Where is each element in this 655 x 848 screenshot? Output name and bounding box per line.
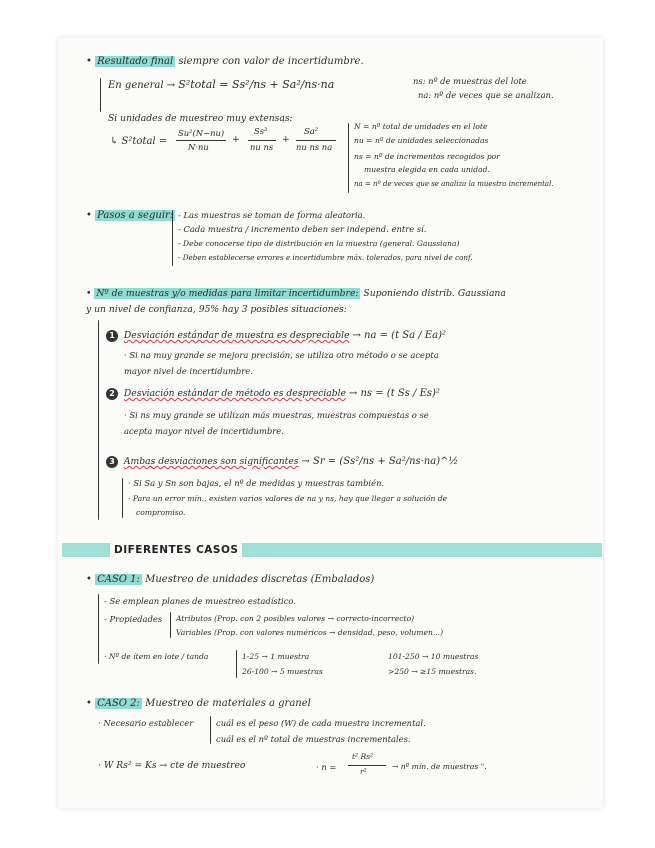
case-3-number: 3 bbox=[106, 456, 118, 468]
fraction-bar bbox=[176, 140, 226, 141]
result-heading: • Resultado final siempre con valor de incertidumbre. bbox=[86, 56, 364, 67]
steps-heading: • Pasos a seguir: bbox=[86, 210, 174, 221]
caso-2-formula-2-lhs-text: n = bbox=[321, 762, 337, 772]
units-frac1-num: Su²(N−nu) bbox=[178, 128, 225, 138]
caso-2-formula-1: · W Rs² = Ks → cte de muestreo bbox=[98, 760, 246, 771]
bracket bbox=[236, 650, 237, 678]
case-3-title: Ambas desviaciones son significantes bbox=[123, 456, 299, 467]
result-title-rest: siempre con valor de incertidumbre. bbox=[178, 56, 364, 67]
caso-2-item-1-label-text: Necesario establecer bbox=[103, 718, 194, 728]
step-2-text: Cada muestra / incremento deben ser independ. entre sí. bbox=[183, 224, 427, 234]
general-note-2: na: nº de veces que se analizan. bbox=[418, 90, 554, 100]
case-2-title: Desviación estándar de método es despreciable bbox=[123, 388, 346, 399]
samples-title-rest: Suponiendo distrib. Gaussiana bbox=[363, 288, 506, 299]
case-2-note-1-text: Si ns muy grande se utilizan más muestras, muestras compuestas o se bbox=[129, 410, 429, 420]
caso-2-formula-2-den: r² bbox=[360, 767, 367, 776]
units-note-4: na = nº de veces que se analiza la muestra incremental. bbox=[354, 180, 554, 188]
bracket bbox=[348, 123, 349, 193]
step-2: - Cada muestra / incremento deben ser independ. entre sí. bbox=[178, 224, 427, 234]
case-1-note-1: · Si na muy grande se mejora precisión, se utiliza otro método o se acepta bbox=[124, 350, 439, 360]
samples-heading: • Nº de muestras y/o medidas para limitar incertidumbre: Suponiendo distrib. Gaussiana bbox=[86, 288, 506, 299]
units-plus-1: + bbox=[232, 134, 240, 145]
steps-title: Pasos a seguir: bbox=[97, 210, 174, 221]
case-3-formula: → Sr = (Ss²/ns + Sa²/ns·na)^½ bbox=[301, 456, 459, 467]
fraction-bar bbox=[296, 140, 336, 141]
caso-1-title-rest: Muestreo de unidades discretas (Embalados) bbox=[145, 574, 375, 585]
caso-1-item-3-label: · Nº de ítem en lote / tanda bbox=[104, 652, 209, 661]
caso-1-item-3a: 1-25 → 1 muestra bbox=[242, 652, 310, 661]
general-formula: S²total = Ss²/ns + Sa²/ns·na bbox=[178, 78, 335, 91]
case-3-note-1: · Si Sa y Sn son bajas, el nº de medidas y muestras también. bbox=[128, 478, 385, 488]
units-frac2-den: nu ns bbox=[250, 142, 274, 152]
bracket bbox=[210, 716, 211, 744]
units-frac3-num: Sa² bbox=[304, 126, 319, 136]
bracket bbox=[172, 210, 173, 266]
case-1-note-2: mayor nivel de incertidumbre. bbox=[124, 366, 253, 376]
units-note-1: N = nº total de unidades en el lote bbox=[354, 122, 488, 131]
caso-2-formula-2-num: t² Rs² bbox=[352, 752, 374, 761]
caso-1-item-2-label-text: Propiedades bbox=[109, 614, 163, 624]
step-1-text: Las muestras se toman de forma aleatoria. bbox=[183, 210, 366, 220]
step-3: - Debe conocerse tipo de distribución en la muestra (general. Gaussiana) bbox=[178, 239, 460, 248]
case-1-title: Desviación estándar de muestra es despreciable bbox=[123, 330, 350, 341]
case-3-note-1-text: Si Sa y Sn son bajas, el nº de medidas y muestras también. bbox=[133, 478, 385, 488]
caso-1-item-2a: Atributos (Prop. con 2 posibles valores → correcto-incorrecto) bbox=[176, 614, 415, 623]
caso-1-item-2b: Variables (Prop. con valores numéricos → densidad, peso, volumen...) bbox=[176, 628, 444, 637]
case-3-note-2: · Para un error mín., existen varios valores de na y ns, hay que llegar a solución de bbox=[128, 494, 448, 503]
units-note-3: ns = nº de incrementos recogidos por bbox=[354, 152, 500, 161]
case-2-note-1: · Si ns muy grande se utilizan más muestras, muestras compuestas o se bbox=[124, 410, 429, 420]
step-3-text: Debe conocerse tipo de distribución en la muestra (general. Gaussiana) bbox=[182, 239, 460, 248]
bracket bbox=[98, 594, 99, 664]
caso-1-item-1: - Se emplean planes de muestreo estadístico. bbox=[104, 596, 296, 606]
step-4: - Deben establecerse errores e incertidumbre máx. tolerados, para nivel de conf. bbox=[178, 253, 473, 262]
units-plus-2: + bbox=[282, 134, 290, 145]
fraction-bar bbox=[248, 140, 276, 141]
units-frac3-den: nu ns na bbox=[296, 142, 333, 152]
caso-1-item-1-text: Se emplean planes de muestreo estadístico. bbox=[109, 596, 296, 606]
fraction-bar bbox=[348, 765, 386, 766]
general-label: En general → bbox=[108, 80, 176, 91]
caso-2-item-1-label: · Necesario establecer bbox=[98, 718, 194, 728]
section-title: DIFERENTES CASOS bbox=[110, 543, 242, 557]
bracket bbox=[170, 612, 171, 638]
caso-2-formula-2-rest: → nº mín. de muestras ". bbox=[392, 762, 487, 771]
caso-2-title-rest: Muestreo de materiales a granel bbox=[145, 698, 311, 709]
caso-1-item-3c: 101-250 → 10 muestras bbox=[388, 652, 479, 661]
general-line bbox=[108, 78, 334, 91]
caso-2-item-1b: cuál es el nº total de muestras incrementales. bbox=[216, 734, 411, 744]
units-note-3b: muestra elegida en cada unidad. bbox=[364, 165, 490, 174]
units-label: Si unidades de muestreo muy extensas: bbox=[108, 113, 293, 124]
units-note-2: nu = nº de unidades seleccionadas bbox=[354, 136, 489, 145]
case-1-note-1-text: Si na muy grande se mejora precisión, se utiliza otro método o se acepta bbox=[129, 350, 439, 360]
case-3-title-row bbox=[106, 456, 458, 468]
caso-2-formula-2-lhs: · n = bbox=[316, 762, 337, 772]
case-2-note-2: acepta mayor nivel de incertidumbre. bbox=[124, 426, 284, 436]
notebook-page bbox=[58, 38, 603, 808]
case-2-number: 2 bbox=[106, 388, 118, 400]
caso-2-item-1a: cuál es el peso (W) de cada muestra incremental. bbox=[216, 718, 426, 728]
samples-title: Nº de muestras y/o medidas para limitar incertidumbre: bbox=[96, 288, 359, 299]
caso-1-item-3d: >250 → ≥15 muestras. bbox=[388, 667, 477, 676]
case-1-formula: → na = (t Sa / Ea)² bbox=[352, 330, 446, 341]
bracket bbox=[98, 320, 99, 520]
caso-1-item-3b: 26-100 → 5 muestras bbox=[242, 667, 323, 676]
units-formula-lhs: ↳ S²total = bbox=[110, 136, 168, 147]
case-1-number: 1 bbox=[106, 330, 118, 342]
result-title: Resultado final bbox=[97, 56, 174, 67]
caso-2-heading: • CASO 2: Muestreo de materiales a granel bbox=[86, 698, 311, 709]
caso-1-item-2-label: - Propiedades bbox=[104, 614, 163, 624]
units-frac1-den: N·nu bbox=[188, 142, 209, 152]
case-3-note-3: compromiso. bbox=[136, 508, 186, 517]
caso-2-formula-1-text: W Rs² = Ks → cte de muestreo bbox=[103, 760, 246, 771]
caso-1-heading: • CASO 1: Muestreo de unidades discretas (Embalados) bbox=[86, 574, 375, 585]
general-note-1: ns: nº de muestras del lote bbox=[413, 76, 527, 86]
step-4-text: Deben establecerse errores e incertidumbre máx. tolerados, para nivel de conf. bbox=[182, 253, 473, 262]
step-1: - Las muestras se toman de forma aleatoria. bbox=[178, 210, 366, 220]
case-2-formula: → ns = (t Ss / Es)² bbox=[348, 388, 440, 399]
case-2-title-row bbox=[106, 388, 440, 400]
bracket bbox=[100, 78, 101, 112]
samples-line-2: y un nivel de confianza, 95% hay 3 posibles situaciones: bbox=[86, 304, 347, 315]
caso-1-title: CASO 1: bbox=[97, 574, 140, 585]
case-3-note-2-text: Para un error mín., existen varios valores de na y ns, hay que llegar a solución de bbox=[132, 494, 448, 503]
caso-1-item-3-label-text: Nº de ítem en lote / tanda bbox=[108, 652, 209, 661]
case-1-title-row bbox=[106, 330, 446, 342]
bracket bbox=[122, 478, 123, 518]
caso-2-title: CASO 2: bbox=[97, 698, 140, 709]
units-frac2-num: Ss² bbox=[254, 126, 268, 136]
